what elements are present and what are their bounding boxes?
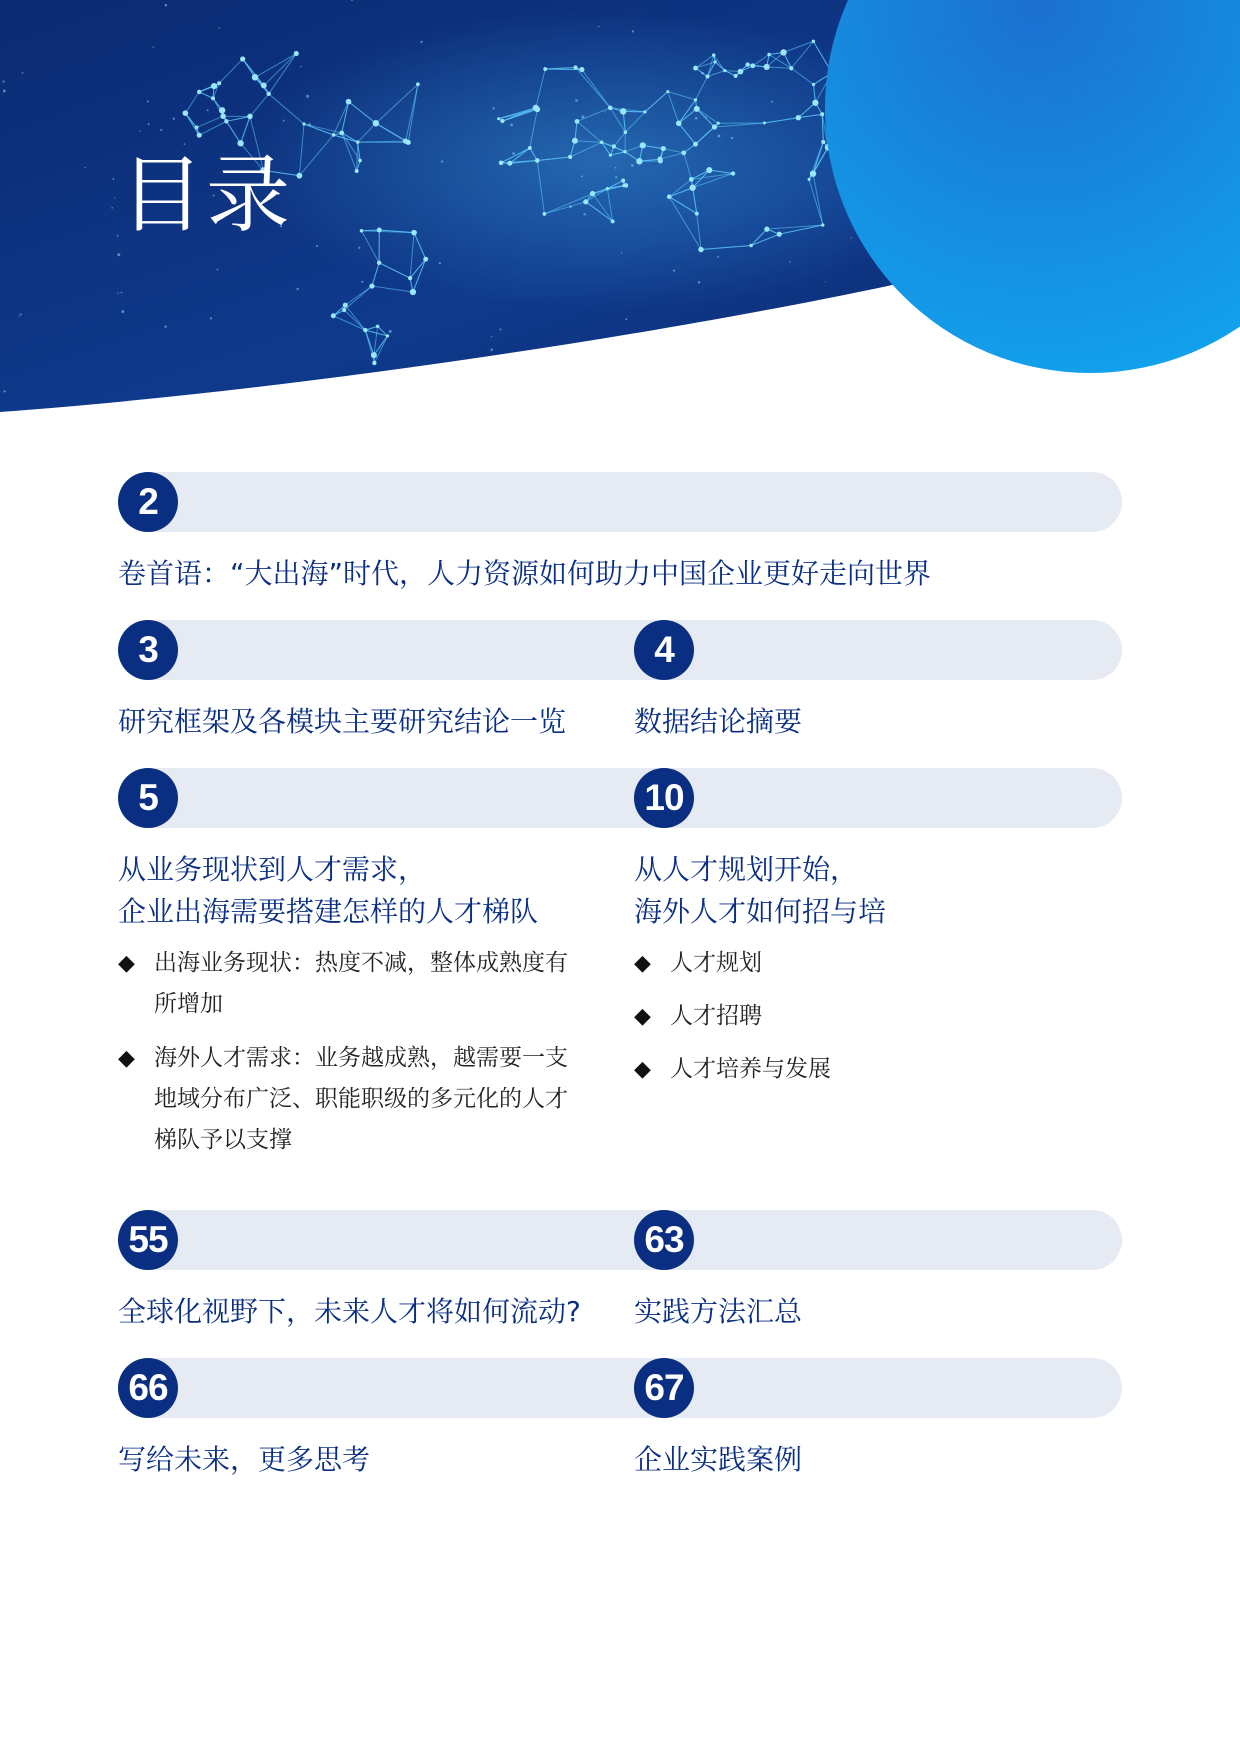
page-number-badge[interactable]: 63	[634, 1210, 694, 1270]
network-node	[423, 257, 428, 262]
star-dot	[121, 310, 124, 313]
star-dot	[283, 120, 285, 122]
network-node	[343, 303, 348, 308]
bullet-text: 所增加	[154, 991, 223, 1017]
bullet-text: 梯队予以支撑	[154, 1127, 292, 1153]
network-node	[612, 144, 616, 148]
network-node	[763, 121, 766, 124]
network-node	[499, 161, 504, 166]
star-dot	[217, 269, 219, 271]
star-dot	[3, 89, 6, 92]
toc-entry-title[interactable]: 写给未来，更多思考	[118, 1443, 371, 1476]
network-node	[624, 183, 629, 188]
star-dot	[499, 328, 501, 330]
network-node	[360, 229, 364, 233]
diamond-bullet-icon: ◆	[118, 951, 135, 976]
toc-entry-title[interactable]: 全球化视野下，未来人才将如何流动?	[118, 1295, 581, 1328]
star-dot	[306, 95, 309, 98]
bullet-text: 地域分布广泛、职能职级的多元化的人才	[154, 1086, 568, 1112]
network-node	[332, 133, 335, 136]
entry-bar	[118, 768, 1122, 828]
star-dot	[491, 336, 492, 337]
star-dot	[207, 109, 209, 111]
network-node	[219, 107, 225, 113]
network-node	[623, 150, 626, 153]
star-dot	[492, 107, 494, 109]
star-dot	[631, 164, 634, 167]
network-node	[689, 177, 694, 182]
network-node	[643, 110, 646, 113]
bullet-text: 出海业务现状：热度不减，整体成熟度有	[154, 950, 568, 976]
network-node	[252, 74, 258, 80]
star-dot	[491, 348, 494, 351]
star-dot	[153, 46, 155, 48]
star-dot	[148, 123, 150, 125]
entry-bar	[118, 1358, 1122, 1418]
toc-entry-title-line1[interactable]: 从业务现状到人才需求，	[118, 853, 427, 886]
star-dot	[114, 197, 115, 198]
network-node	[377, 261, 381, 265]
star-dot	[316, 245, 318, 247]
star-dot	[117, 253, 120, 256]
network-node	[796, 115, 801, 120]
network-node	[355, 169, 359, 173]
network-node	[750, 63, 755, 68]
network-node	[211, 83, 217, 89]
star-dot	[731, 137, 733, 139]
star-dot	[111, 207, 113, 209]
network-node	[812, 100, 818, 106]
star-dot	[510, 124, 513, 127]
network-node	[406, 140, 411, 145]
network-node	[294, 51, 299, 56]
star-dot	[582, 115, 585, 118]
star-dot	[121, 292, 123, 294]
star-dot	[300, 66, 301, 67]
toc-entry-title[interactable]: 数据结论摘要	[634, 705, 803, 738]
star-dot	[717, 256, 719, 258]
diamond-bullet-icon: ◆	[118, 1046, 135, 1071]
network-node	[373, 120, 379, 126]
network-node	[296, 173, 302, 179]
network-node	[575, 119, 580, 124]
network-node	[717, 122, 720, 125]
network-node	[636, 158, 642, 164]
toc-entry-title[interactable]: 企业实践案例	[634, 1443, 803, 1476]
network-node	[706, 75, 710, 79]
network-node	[764, 226, 769, 231]
network-node	[731, 171, 735, 175]
star-dot	[439, 262, 441, 264]
bullet-text: 人才规划	[670, 950, 762, 976]
star-dot	[361, 281, 363, 283]
star-dot	[389, 330, 392, 333]
network-node	[745, 62, 749, 66]
star-dot	[219, 27, 220, 28]
star-dot	[598, 26, 599, 27]
network-node	[667, 194, 672, 199]
network-node	[810, 170, 816, 176]
star-dot	[420, 41, 422, 43]
network-node	[640, 142, 646, 148]
network-node	[609, 154, 612, 157]
network-node	[240, 56, 245, 61]
network-node	[734, 74, 738, 78]
star-dot	[701, 72, 704, 75]
network-node	[410, 289, 416, 295]
page-title: 目录	[120, 146, 293, 244]
network-node	[376, 325, 379, 328]
network-node	[572, 138, 578, 144]
network-node	[267, 92, 271, 96]
star-dot	[113, 178, 115, 180]
network-node	[535, 158, 540, 163]
diamond-bullet-icon: ◆	[634, 1004, 651, 1029]
bullet-item	[634, 943, 1094, 984]
network-node	[197, 90, 201, 94]
network-node	[767, 53, 771, 57]
network-node	[372, 361, 376, 365]
star-dot	[2, 80, 4, 82]
network-node	[620, 108, 627, 115]
network-node	[211, 96, 215, 100]
star-dot	[441, 160, 443, 162]
network-node	[666, 90, 669, 93]
star-dot	[173, 118, 175, 120]
network-node	[500, 119, 504, 123]
star-dot	[512, 152, 515, 155]
bullet-text: 海外人才需求：业务越成熟，越需要一支	[154, 1045, 568, 1071]
network-node	[342, 308, 346, 312]
page-number-badge[interactable]: 2	[118, 472, 178, 532]
page-number-badge[interactable]: 3	[118, 620, 178, 680]
page-number-badge[interactable]: 67	[634, 1358, 694, 1418]
network-node	[386, 334, 389, 337]
star-dot	[569, 205, 572, 208]
star-dot	[117, 292, 118, 293]
star-dot	[117, 235, 119, 237]
star-dot	[575, 99, 578, 102]
network-node	[821, 223, 824, 226]
network-node	[543, 212, 547, 216]
network-node	[764, 64, 770, 70]
toc-entry-title[interactable]: 实践方法汇总	[634, 1295, 803, 1328]
star-dot	[18, 316, 19, 317]
bullet-text: 人才培养与发展	[670, 1056, 831, 1082]
network-node	[695, 212, 699, 216]
page-number-badge[interactable]: 66	[118, 1358, 178, 1418]
network-node	[812, 40, 815, 43]
star-dot	[22, 72, 24, 74]
network-node	[568, 155, 572, 159]
network-node	[621, 178, 625, 182]
network-node	[583, 199, 588, 204]
network-node	[714, 60, 717, 63]
star-dot	[358, 247, 360, 249]
page-number-badge[interactable]: 10	[634, 768, 694, 828]
network-node	[411, 230, 417, 236]
star-dot	[851, 237, 852, 238]
star-dot	[718, 135, 721, 138]
star-dot	[165, 4, 168, 7]
star-dot	[296, 288, 298, 290]
star-dot	[673, 269, 675, 271]
entry-bar	[118, 472, 1122, 532]
star-dot	[625, 318, 627, 320]
bullet-item	[634, 996, 1094, 1037]
network-node	[789, 66, 793, 70]
network-node	[371, 352, 377, 358]
network-node	[681, 150, 686, 155]
toc-entry-title-line1[interactable]: 从人才规划开始，	[634, 853, 859, 886]
network-node	[183, 110, 189, 116]
entry-bar	[118, 1210, 1122, 1270]
bullet-item	[634, 1049, 1094, 1090]
network-node	[698, 247, 703, 252]
network-node	[812, 83, 815, 86]
network-node	[676, 121, 682, 127]
network-node	[606, 187, 609, 190]
star-dot	[147, 100, 149, 102]
page-number-badge[interactable]: 55	[118, 1210, 178, 1270]
star-dot	[615, 176, 617, 178]
star-dot	[632, 30, 634, 32]
network-node	[224, 119, 228, 123]
network-node	[363, 328, 367, 332]
network-node	[694, 106, 700, 112]
star-dot	[210, 317, 212, 319]
network-node	[608, 105, 613, 110]
network-node	[780, 49, 786, 55]
network-node	[777, 232, 782, 237]
network-node	[377, 228, 382, 233]
star-dot	[789, 261, 791, 263]
network-node	[706, 167, 712, 173]
star-dot	[695, 117, 698, 120]
network-node	[247, 114, 253, 120]
network-node	[712, 124, 717, 129]
network-node	[712, 53, 716, 57]
star-dot	[771, 101, 773, 103]
toc-entry-title-line2[interactable]: 海外人才如何招与培	[634, 895, 887, 928]
network-node	[533, 105, 539, 111]
network-node	[723, 69, 726, 72]
toc-entry-title[interactable]: 研究框架及各模块主要研究结论一览	[118, 705, 567, 738]
star-dot	[20, 313, 22, 315]
network-node	[507, 161, 512, 166]
network-node	[689, 185, 695, 191]
network-node	[624, 130, 628, 134]
network-node	[331, 313, 336, 318]
network-node	[590, 191, 595, 196]
network-node	[356, 140, 359, 143]
toc-entry-title[interactable]: 卷首语：“大出海”时代，人力资源如何助力中国企业更好走向世界	[118, 557, 932, 590]
network-node	[661, 146, 666, 151]
star-dot	[698, 281, 700, 283]
diamond-bullet-icon: ◆	[634, 1057, 651, 1082]
network-node	[611, 219, 615, 223]
network-node	[820, 112, 824, 116]
network-node	[573, 65, 577, 69]
diamond-bullet-icon: ◆	[634, 951, 651, 976]
bullet-item	[118, 943, 618, 1033]
header-banner	[0, 0, 1240, 420]
entry-bar	[118, 620, 1122, 680]
network-node	[694, 98, 697, 101]
star-dot	[308, 123, 311, 126]
bullet-item	[118, 1038, 618, 1168]
star-dot	[583, 213, 585, 215]
network-node	[358, 159, 362, 163]
page-number-badge[interactable]: 5	[118, 768, 178, 828]
network-node	[339, 131, 344, 136]
network-node	[808, 178, 811, 181]
star-dot	[621, 252, 622, 253]
star-dot	[604, 111, 605, 112]
network-node	[369, 283, 374, 288]
network-node	[821, 140, 825, 144]
star-dot	[3, 390, 5, 392]
network-node	[579, 67, 584, 72]
star-dot	[581, 175, 583, 177]
star-dot	[84, 167, 85, 168]
page-number-badge[interactable]: 4	[634, 620, 694, 680]
star-dot	[615, 167, 617, 169]
network-node	[658, 157, 663, 162]
network-node	[261, 83, 267, 89]
network-node	[693, 142, 698, 147]
network-node	[528, 146, 532, 150]
network-node	[497, 117, 500, 120]
network-node	[749, 244, 753, 248]
toc-entry-title-line2[interactable]: 企业出海需要搭建怎样的人才梯队	[118, 895, 539, 928]
network-node	[302, 122, 305, 125]
star-dot	[705, 116, 706, 117]
bullet-text: 人才招聘	[670, 1003, 762, 1029]
network-node	[600, 141, 604, 145]
network-node	[693, 66, 698, 71]
star-dot	[825, 281, 826, 282]
network-node	[220, 113, 226, 119]
star-dot	[164, 325, 166, 327]
network-node	[217, 81, 221, 85]
network-node	[543, 67, 547, 71]
network-node	[738, 69, 744, 75]
network-node	[408, 276, 412, 280]
network-node	[346, 99, 352, 105]
network-node	[416, 82, 420, 86]
